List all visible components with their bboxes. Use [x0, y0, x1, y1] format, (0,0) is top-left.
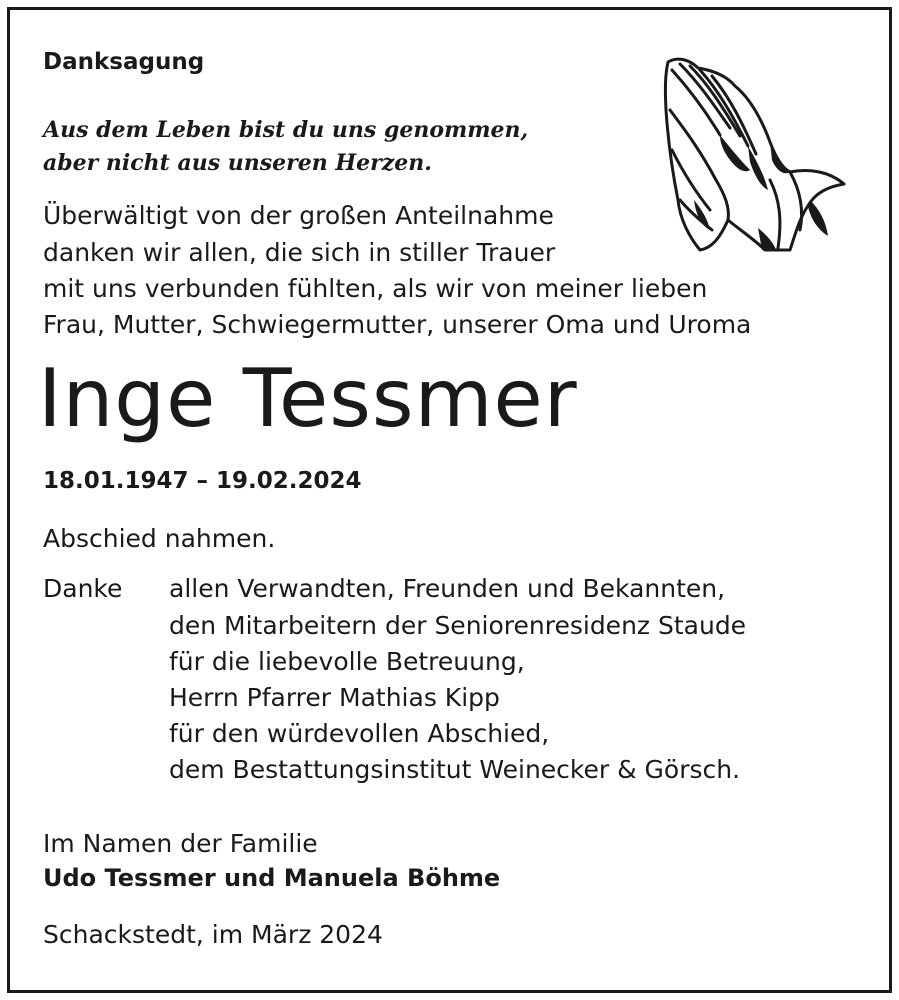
- farewell-text: Abschied nahmen.: [43, 524, 276, 553]
- thanks-line-6: dem Bestattungsinstitut Weinecker & Görsch.: [169, 755, 741, 784]
- intro-line-2: danken wir allen, die sich in stiller Trauer: [43, 238, 556, 267]
- intro-line-3: mit uns verbunden fühlten, als wir von meiner lieben: [43, 274, 708, 303]
- family-names: Udo Tessmer und Manuela Böhme: [43, 864, 501, 892]
- life-dates: 18.01.1947 – 19.02.2024: [43, 468, 362, 494]
- thanks-line-1: allen Verwandten, Freunden und Bekannten,: [169, 574, 726, 603]
- heading: Danksagung: [43, 49, 205, 75]
- intro-line-4: Frau, Mutter, Schwiegermutter, unserer Oma und Uroma: [43, 310, 752, 339]
- verse-line-2: aber nicht aus unseren Herzen.: [43, 150, 432, 176]
- place-date: Schackstedt, im März 2024: [43, 920, 383, 949]
- intro-line-1: Überwältigt von der großen Anteilnahme: [43, 201, 554, 230]
- family-prefix: Im Namen der Familie: [43, 829, 318, 858]
- praying-hands-icon: [650, 50, 850, 260]
- thanks-line-2: den Mitarbeitern der Seniorenresidenz Staude: [169, 611, 747, 640]
- thanks-line-5: für den würdevollen Abschied,: [169, 719, 550, 748]
- thanks-line-4: Herrn Pfarrer Mathias Kipp: [169, 683, 500, 712]
- verse-line-1: Aus dem Leben bist du uns genommen,: [43, 117, 529, 143]
- thanks-label: Danke: [43, 574, 123, 603]
- thanks-line-3: für die liebevolle Betreuung,: [169, 647, 525, 676]
- deceased-name: Inge Tessmer: [38, 352, 578, 445]
